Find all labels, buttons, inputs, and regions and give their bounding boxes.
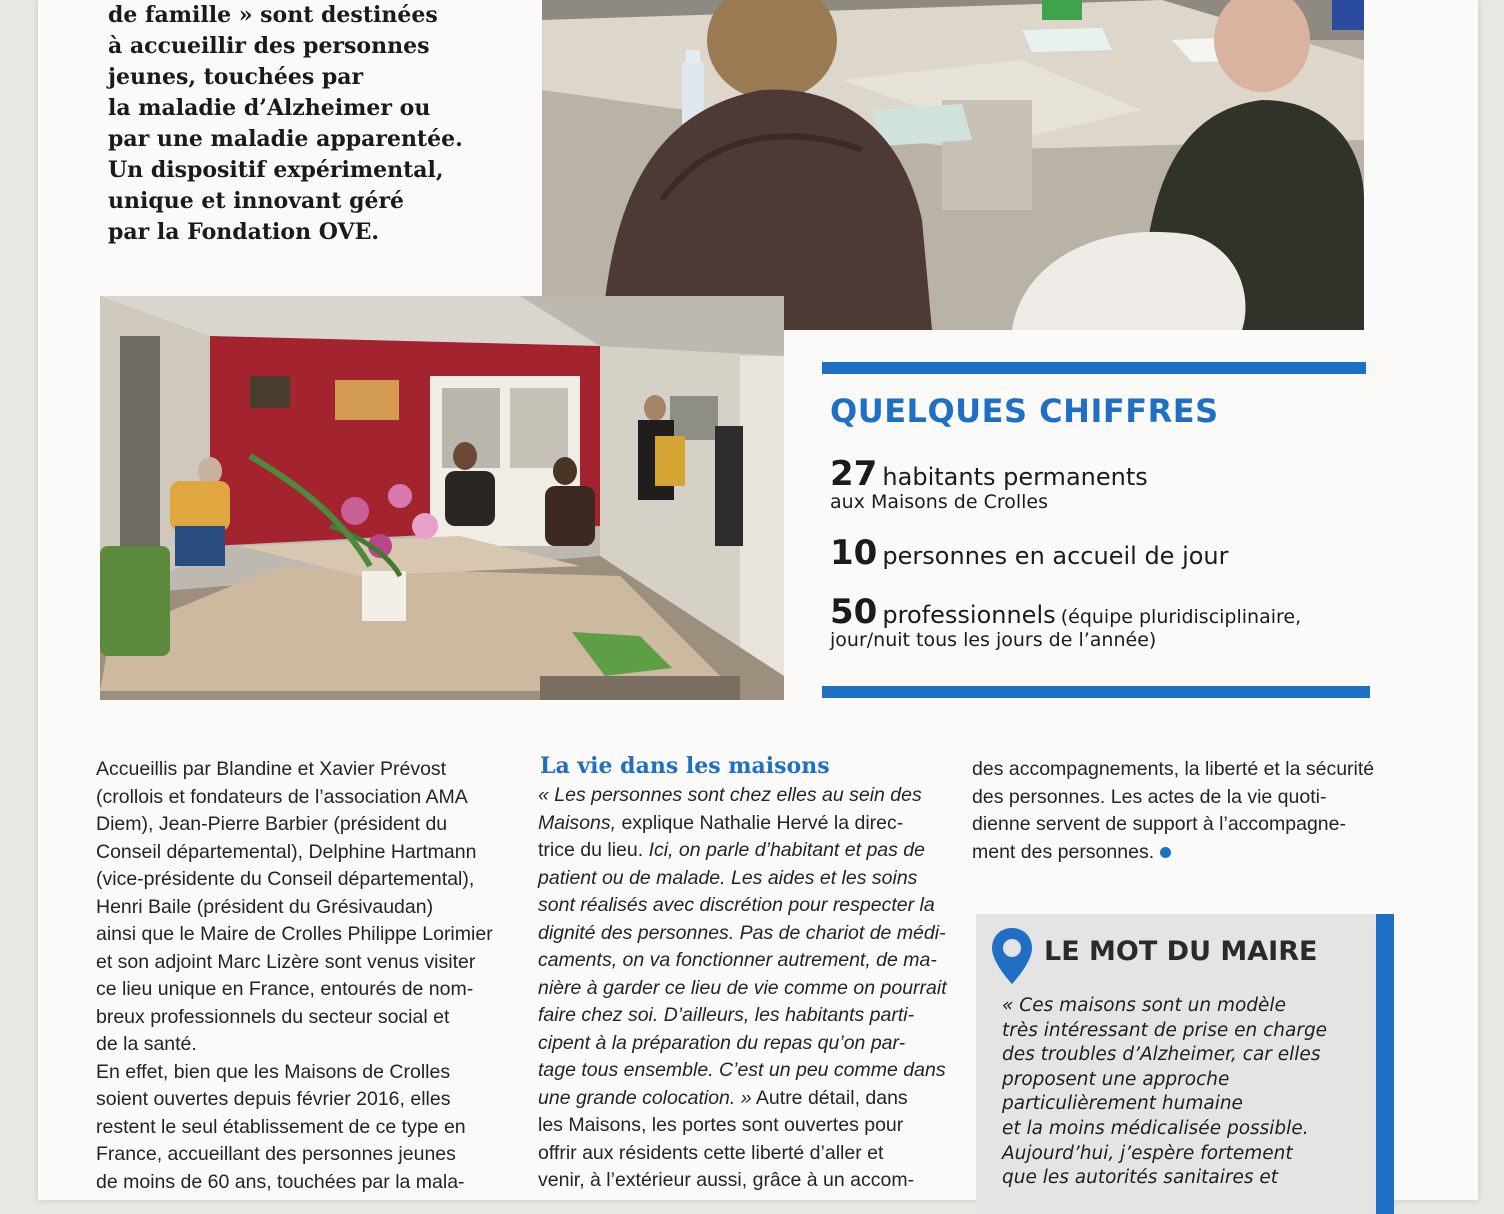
text-line: Diem), Jean-Pierre Barbier (président du xyxy=(96,813,448,835)
stat-number: 50 xyxy=(830,592,878,632)
article-column-1 xyxy=(96,756,506,1196)
meeting-photo xyxy=(542,0,1364,330)
meeting-photo-drawing xyxy=(542,0,1364,330)
text-line: patient ou de malade. Les aides et les soins xyxy=(538,866,918,889)
stat-sub: jour/nuit tous les jours de l’année) xyxy=(830,629,1157,651)
quote-line: des troubles d’Alzheimer, car elles xyxy=(1002,1044,1321,1066)
intro-line: jeunes, touchées par xyxy=(108,64,364,90)
text-line: offrir aux résidents cette liberté d’aller et xyxy=(538,1141,884,1164)
text-line: caments, on va fonctionner autrement, de ma- xyxy=(538,949,937,971)
text-line: tage tous ensemble. C’est un peu comme dans xyxy=(538,1059,946,1081)
intro-line: Un dispositif expérimental, xyxy=(108,157,444,183)
article-column-2 xyxy=(538,782,947,1195)
living-room-photo xyxy=(100,296,784,700)
stat-sub: aux Maisons de Crolles xyxy=(830,491,1049,513)
intro-line: à accueillir des personnes xyxy=(108,33,430,59)
stat-label: professionnels xyxy=(882,601,1056,629)
text-line: breux professionnels du secteur social et xyxy=(96,1005,450,1028)
text-line: restent le seul établissement de ce type en xyxy=(96,1115,466,1138)
stat-number: 10 xyxy=(830,533,878,573)
maire-title: LE MOT DU MAIRE xyxy=(1044,936,1318,967)
intro-text xyxy=(108,0,528,248)
text-line: dienne servent de support à l’accompagne- xyxy=(972,813,1346,835)
end-of-article-dot xyxy=(1160,847,1171,858)
maire-quote xyxy=(1002,994,1372,1191)
text-line: Henri Baile (président du Grésivaudan) xyxy=(96,895,434,918)
intro-line: la maladie d’Alzheimer ou xyxy=(108,95,431,121)
text-line: nière à garder ce lieu de vie comme on pourrait xyxy=(538,976,947,999)
text-line: trice du lieu. Ici, on parle d’habitant et pas de xyxy=(538,839,925,861)
intro-line: unique et innovant géré xyxy=(108,188,405,214)
location-pin-icon xyxy=(990,926,1034,990)
text-line: (vice-présidente du Conseil départemental), xyxy=(96,868,475,890)
quote-line: que les autorités sanitaires et xyxy=(1002,1167,1279,1189)
text-line: soient ouvertes depuis février 2016, elles xyxy=(96,1088,451,1110)
stat-habitants xyxy=(830,454,1148,494)
stat-professionnels xyxy=(830,592,1301,632)
article-column-3 xyxy=(972,756,1375,866)
section-title-vie: La vie dans les maisons xyxy=(540,753,830,779)
chiffres-bottom-bar xyxy=(822,686,1370,698)
quote-line: et la moins médicalisée possible. xyxy=(1002,1117,1309,1139)
stat-label: personnes en accueil de jour xyxy=(882,542,1229,570)
text-line: Conseil départemental), Delphine Hartmann xyxy=(96,840,477,863)
stat-habitants-sub xyxy=(830,491,1048,513)
intro-line: par une maladie apparentée. xyxy=(108,126,463,152)
text-line: les Maisons, les portes sont ouvertes pour xyxy=(538,1114,904,1136)
intro-line: par la Fondation OVE. xyxy=(108,219,380,245)
text-line: Maisons, explique Nathalie Hervé la direc- xyxy=(538,811,904,834)
quote-line: proposent une approche xyxy=(1002,1068,1230,1090)
stat-number: 27 xyxy=(830,454,878,494)
text-line: ainsi que le Maire de Crolles Philippe Lorimier xyxy=(96,923,493,945)
living-room-photo-drawing xyxy=(100,296,784,700)
text-line: Accueillis par Blandine et Xavier Prévost xyxy=(96,758,447,780)
text-line: sont réalisés avec discrétion pour respecter la xyxy=(538,894,935,916)
text-line: dignité des personnes. Pas de chariot de médi- xyxy=(538,921,946,944)
text-line: cipent à la préparation du repas qu’on par- xyxy=(538,1031,906,1054)
intro-line: de famille » sont destinées xyxy=(108,2,438,28)
quote-line: Aujourd’hui, j’espère fortement xyxy=(1002,1142,1293,1164)
quote-line: très intéressant de prise en charge xyxy=(1002,1019,1328,1041)
text-line: faire chez soi. D’ailleurs, les habitants parti- xyxy=(538,1004,915,1026)
text-line: de moins de 60 ans, touchées par la mala- xyxy=(96,1170,465,1193)
stat-sub: (équipe pluridisciplinaire, xyxy=(1060,606,1302,628)
text-line: venir, à l’extérieur aussi, grâce à un accom- xyxy=(538,1169,915,1191)
text-line: et son adjoint Marc Lizère sont venus visiter xyxy=(96,950,476,973)
stat-label: habitants permanents xyxy=(882,463,1148,491)
text-line: « Les personnes sont chez elles au sein des xyxy=(538,784,922,806)
text-line: de la santé. xyxy=(96,1033,197,1055)
text-line: ce lieu unique en France, entourés de nom- xyxy=(96,978,474,1000)
quote-line: particulièrement humaine xyxy=(1002,1093,1243,1115)
stat-accueil xyxy=(830,533,1229,573)
chiffres-top-bar xyxy=(822,362,1366,374)
stat-professionnels-sub xyxy=(830,629,1156,651)
quote-line: « Ces maisons sont un modèle xyxy=(1002,995,1286,1016)
text-line: des personnes. Les actes de la vie quoti- xyxy=(972,785,1327,808)
text-line: ment des personnes. xyxy=(972,839,1372,867)
text-line: des accompagnements, la liberté et la sécurité xyxy=(972,758,1375,780)
text-line: En effet, bien que les Maisons de Crolles xyxy=(96,1060,451,1083)
maire-box-accent xyxy=(1376,914,1394,1214)
text-line: France, accueillant des personnes jeunes xyxy=(96,1143,456,1165)
text-line: (crollois et fondateurs de l’association AMA xyxy=(96,785,468,808)
text-line: une grande colocation. » Autre détail, dans xyxy=(538,1086,908,1109)
chiffres-title: QUELQUES CHIFFRES xyxy=(830,392,1219,430)
